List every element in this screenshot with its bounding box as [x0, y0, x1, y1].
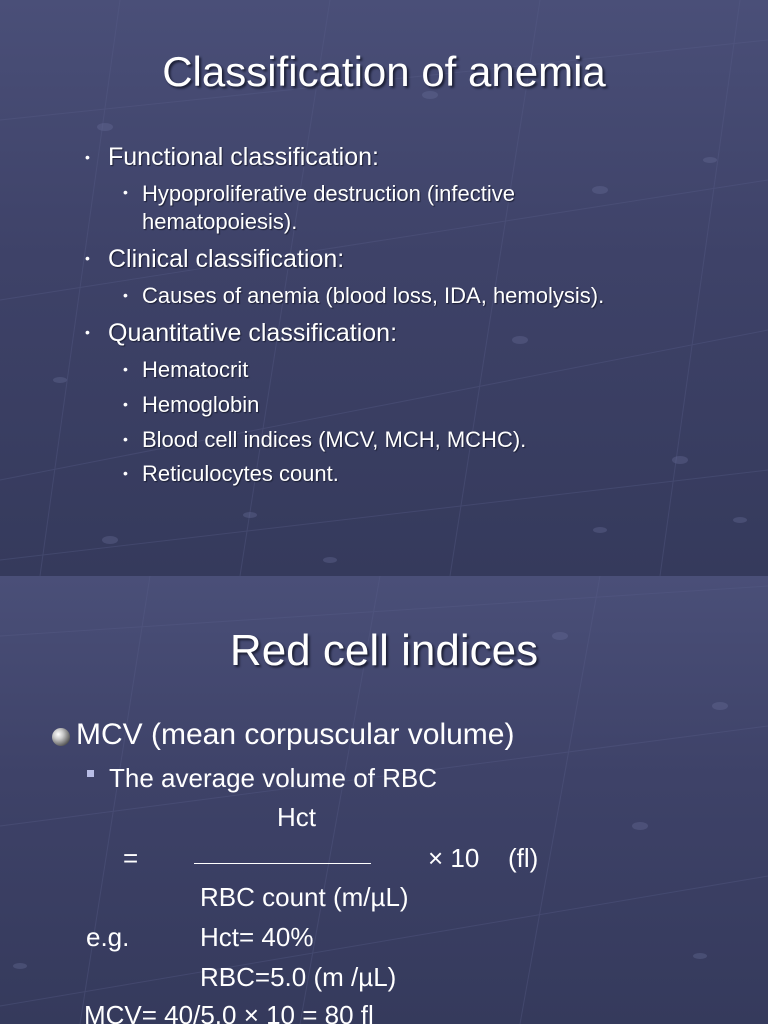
bullet-dot: • [85, 324, 90, 340]
sub-bullet-dot: • [123, 184, 128, 200]
formula-times-ten: × 10 [428, 843, 480, 873]
sub-bullet-hematocrit: Hematocrit [142, 357, 249, 382]
sub-bullet-dot: • [123, 465, 128, 481]
formula-unit: (fl) [508, 843, 539, 873]
example-label: e.g. [86, 922, 130, 952]
sub-bullet-dot: • [123, 287, 128, 303]
sub-bullet-hypoproliferative-cont: hematopoiesis). [142, 209, 298, 234]
fraction-line [194, 863, 371, 864]
slide-title: Classification of anemia [162, 48, 606, 95]
sub-bullet-indices: Blood cell indices (MCV, MCH, MCHC). [142, 427, 527, 452]
sub-bullet-dot: • [123, 396, 128, 412]
sub-bullet-hypoproliferative: Hypoproliferative destruction (infective [142, 181, 515, 206]
sub-bullet-dot: • [123, 361, 128, 377]
sub-bullet-causes: Causes of anemia (blood loss, IDA, hemolysis). [142, 283, 605, 308]
slide-title: Red cell indices [229, 626, 539, 675]
bullet-dot: • [85, 149, 90, 165]
formula-denominator: RBC count (m/µL) [200, 882, 409, 912]
example-result: MCV= 40/5.0 × 10 = 80 fl [84, 1000, 374, 1024]
bullet-clinical: Clinical classification: [108, 245, 345, 273]
ball-bullet-icon [52, 728, 70, 746]
example-hct: Hct= 40% [200, 922, 314, 952]
sub-bullet-reticulocytes: Reticulocytes count. [142, 461, 339, 486]
slide-red-cell-indices [0, 576, 768, 1024]
formula-numerator: Hct [277, 802, 316, 832]
example-rbc: RBC=5.0 (m /µL) [200, 962, 397, 992]
square-bullet-icon [87, 770, 94, 777]
mcv-heading: MCV (mean corpuscular volume) [76, 718, 515, 751]
formula-equals: = [123, 843, 139, 873]
mcv-description: The average volume of RBC [109, 763, 438, 793]
bullet-dot: • [85, 250, 90, 266]
bullet-functional: Functional classification: [108, 143, 379, 171]
sub-bullet-dot: • [123, 431, 128, 447]
sub-bullet-hemoglobin: Hemoglobin [142, 392, 260, 417]
bullet-quantitative: Quantitative classification: [108, 319, 398, 347]
